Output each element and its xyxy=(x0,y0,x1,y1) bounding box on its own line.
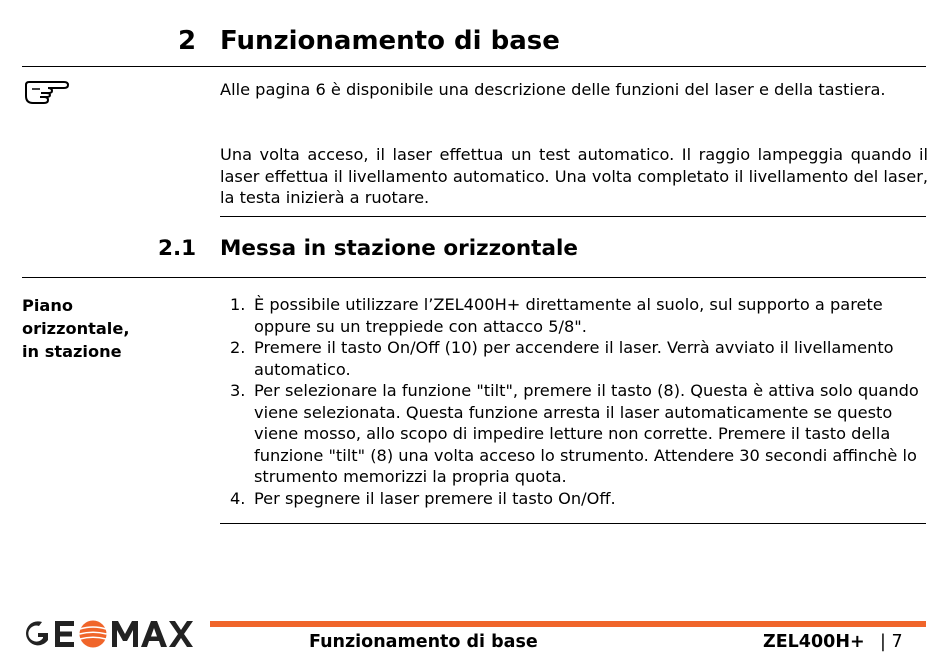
footer-accent-bar xyxy=(210,621,926,627)
geomax-logo xyxy=(22,614,202,654)
list-item xyxy=(220,488,928,510)
chapter-title: Funzionamento di base xyxy=(220,26,560,56)
divider xyxy=(22,66,926,67)
step-text: Per spegnere il laser premere il tasto On/Off. xyxy=(254,488,616,508)
steps-list xyxy=(220,294,928,509)
step-number: 1. xyxy=(230,295,246,314)
list-item xyxy=(220,337,928,380)
step-text: Per selezionare la funzione "tilt", premere il tasto (8). Questa è attiva solo quando viene selezionata. Questa funzione arresta il laser automaticamente se questo viene mosso, allo scopo di impedire letture non corrette. Premere il tasto della funzione "tilt" (8) una volta acceso lo strumento. Attendere 30 secondi affinchè lo strumento memorizzi la propria quota. xyxy=(254,381,919,486)
divider xyxy=(220,216,926,217)
intro-paragraph: Una volta acceso, il laser effettua un test automatico. Il raggio lampeggia quando il laser effettua il livellamento automatico. Una volta completato il livellamento del laser, la testa inizierà a ruotare. xyxy=(220,145,928,207)
step-number: 2. xyxy=(230,338,246,357)
chapter-number: 2 xyxy=(178,26,197,56)
list-item xyxy=(220,294,928,337)
side-heading-line: Piano xyxy=(22,296,73,315)
step-text: È possibile utilizzare l’ZEL400H+ direttamente al suolo, sul supporto a parete oppure su un treppiede con attacco 5/8". xyxy=(254,295,883,336)
step-text: Premere il tasto On/Off (10) per accendere il laser. Verrà avviato il livellamento automatico. xyxy=(254,338,894,379)
footer-section-title: Funzionamento di base xyxy=(309,632,538,652)
divider xyxy=(220,523,926,524)
step-number: 3. xyxy=(230,381,246,400)
intro-paragraph: Alle pagina 6 è disponibile una descrizione delle funzioni del laser e della tastiera. xyxy=(220,80,886,99)
section-title: Messa in stazione orizzontale xyxy=(220,236,578,261)
side-heading-line: orizzontale, xyxy=(22,319,130,338)
page-number xyxy=(880,632,903,652)
pointing-hand-icon xyxy=(24,80,72,106)
page-separator: | xyxy=(880,632,886,652)
page-number-value: 7 xyxy=(891,632,903,652)
side-heading-line: in stazione xyxy=(22,342,122,361)
side-heading xyxy=(22,294,162,363)
list-item xyxy=(220,380,928,488)
divider xyxy=(22,277,926,278)
footer-product-name: ZEL400H+ xyxy=(763,632,865,652)
section-number: 2.1 xyxy=(158,236,197,261)
step-number: 4. xyxy=(230,488,246,508)
